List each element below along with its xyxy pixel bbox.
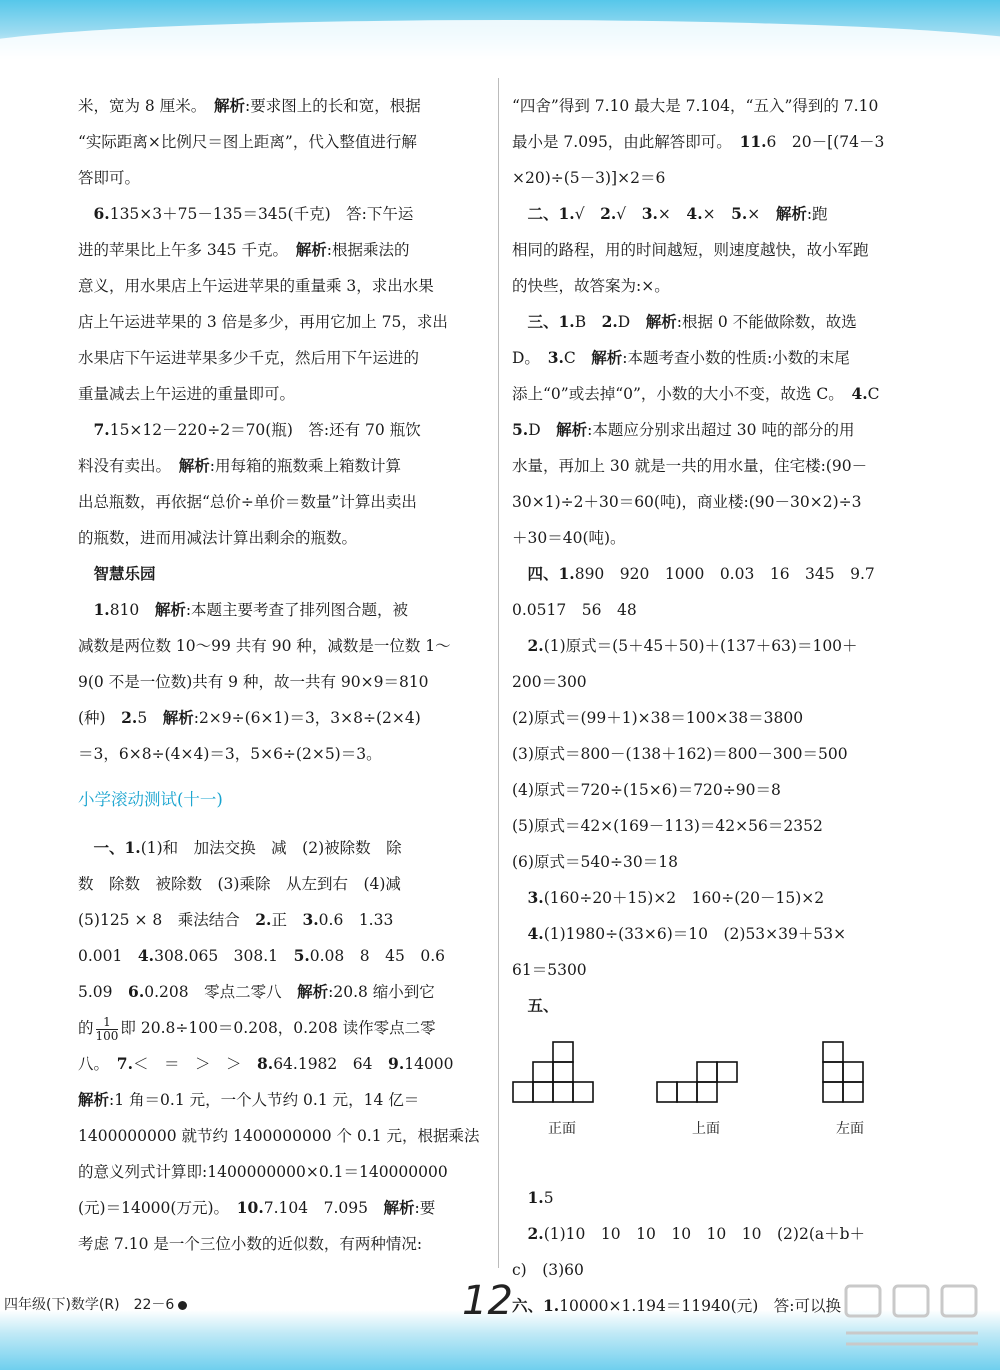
text-line: 5.09 6.0.208 零点二零八 解析:20.8 缩小到它	[78, 982, 435, 1001]
part-4: 四、1.890 920 1000 0.03 16 345 9.7	[527, 564, 875, 583]
text-line: c) (3)60	[512, 1261, 584, 1279]
text-line: 店上午运进苹果的 3 倍是多少，再用它加上 75，求出	[78, 313, 448, 331]
top-decorative-band	[0, 0, 1000, 60]
part-3: 三、1.B 2.D 解析:根据 0 不能做除数，故选	[527, 312, 857, 331]
text-line: (元)＝14000(万元)。 10.7.104 7.095 解析:要	[78, 1198, 436, 1217]
text-line: D。 3.C 解析:本题考查小数的性质:小数的末尾	[512, 348, 850, 367]
text-line: 9(0 不是一位数)共有 9 种，故一共有 90×9＝810	[78, 673, 429, 691]
top-view	[656, 1040, 756, 1137]
text-line: (2)原式＝(99＋1)×38＝100×38＝3800	[512, 709, 804, 727]
left-view-diagram	[822, 1040, 882, 1110]
text-line: 的快些，故答案为:×。	[512, 277, 670, 295]
bullet-icon	[178, 1301, 187, 1310]
three-views-figure	[512, 1030, 922, 1180]
text-line: 进的苹果比上午多 345 千克。 解析:根据乘法的	[78, 240, 410, 259]
smart-1: 1.810 解析:本题主要考查了排列图合题，被	[93, 600, 409, 619]
text-line: “实际距离×比例尺＝图上距离”，代入整值进行解	[78, 133, 417, 151]
text-line: 料没有卖出。 解析:用每箱的瓶数乘上箱数计算	[78, 456, 402, 475]
text-line: “四舍”得到 7.10 最大是 7.104，“五入”得到的 7.10	[512, 97, 879, 115]
left-column	[78, 88, 488, 1262]
text-line: 考虑 7.10 是一个三位小数的近似数，有两种情况:	[78, 1235, 423, 1253]
text-line: 0.001 4.308.065 308.1 5.0.08 8 45 0.6	[78, 946, 446, 965]
text-line: 的 $\frac{1}{100}$ 即 20.8÷100＝0.208，0.208 读作零点二零	[78, 1014, 436, 1043]
text-line: 1400000000 就节约 1400000000 个 0.1 元，根据乘法	[78, 1127, 480, 1145]
text-line: ＋30＝40(吨)。	[512, 529, 626, 547]
part-2: 二、1.√ 2.√ 3.× 4.× 5.× 解析:跑	[527, 204, 828, 223]
text-line: 出总瓶数，再依据“总价÷单价＝数量”计算出卖出	[78, 493, 417, 511]
left-view-label: 左面	[836, 1121, 864, 1137]
text-line: 4.(1)1980÷(33×6)＝10 (2)53×39＋53×	[527, 924, 847, 943]
text-line: 1.5	[527, 1188, 554, 1207]
part-5: 五、	[527, 996, 559, 1015]
top-view-label: 上面	[692, 1121, 720, 1137]
text-line: 减数是两位数 10～99 共有 90 种，减数是一位数 1～	[78, 637, 451, 655]
text-line: 数 除数 被除数 (3)乘除 从左到右 (4)减	[78, 875, 401, 893]
text-line: 的意义列式计算即:1400000000×0.1＝140000000	[78, 1163, 448, 1181]
text-line: (4)原式＝720÷(15×6)＝720÷90＝8	[512, 781, 781, 799]
text-line: 2.(1)10 10 10 10 10 10 (2)2(a＋b＋	[527, 1224, 866, 1243]
text-line: 30×1)÷2＋30＝60(吨)，商业楼:(90－30×2)÷3	[512, 493, 862, 511]
handwritten-page-number: 12	[462, 1278, 513, 1324]
smart-garden-heading: 智慧乐园	[93, 564, 156, 583]
text-line: 八。 7.＜ ＝ ＞ ＞ 8.64.1982 64 9.14000	[78, 1054, 454, 1073]
text-line: 解析:1 角＝0.1 元，一个人节约 0.1 元，14 亿＝	[78, 1090, 420, 1109]
text-line: 2.(1)原式＝(5＋45＋50)＋(137＋63)＝100＋	[527, 636, 858, 655]
text-line: 5.D 解析:本题应分别求出超过 30 吨的部分的用	[512, 420, 855, 439]
section-title: 小学滚动测试(十一)	[78, 790, 223, 809]
text-line: 米，宽为 8 厘米。 解析:要求图上的长和宽，根据	[78, 96, 421, 115]
question-7: 7.15×12－220÷2＝70(瓶) 答:还有 70 瓶饮	[93, 420, 421, 439]
text-line: ×20)÷(5－3)]×2＝6	[512, 169, 666, 187]
text-line: 0.0517 56 48	[512, 601, 637, 619]
front-view-diagram	[512, 1040, 602, 1110]
text-line: 重量减去上午运进的重量即可。	[78, 385, 296, 403]
front-view-label: 正面	[548, 1121, 576, 1137]
smart-2: (种) 2.5 解析:2×9÷(6×1)＝3，3×8÷(2×4)	[78, 708, 421, 727]
text-line: 添上“0”或去掉“0”，小数的大小不变，故选 C。 4.C	[512, 384, 880, 403]
text-line: 最小是 7.095，由此解答即可。 11.6 20－[(74－3	[512, 132, 885, 151]
text-line: 61＝5300	[512, 961, 587, 979]
footer-grade-label: 四年级(下)数学(R) 22－6	[4, 1294, 187, 1314]
text-line: 200＝300	[512, 673, 587, 691]
top-view-diagram	[656, 1040, 756, 1110]
text-line: (5)125 × 8 乘法结合 2.正 3.0.6 1.33	[78, 910, 394, 929]
text-line: 水量，再加上 30 就是一共的用水量，住宅楼:(90－	[512, 457, 868, 475]
front-view	[512, 1040, 602, 1137]
left-view	[822, 1040, 882, 1137]
question-6: 6.135×3＋75－135＝345(千克) 答:下午运	[93, 204, 414, 223]
text-line: 答即可。	[78, 169, 141, 187]
part-1: 一、1.(1)和 加法交换 减 (2)被除数 除	[93, 838, 402, 857]
text-line: ＝3，6×8÷(4×4)＝3，5×6÷(2×5)＝3。	[78, 745, 382, 763]
watermark-logo	[838, 1278, 988, 1353]
text-line: 的瓶数，进而用减法计算出剩余的瓶数。	[78, 529, 358, 547]
text-line: 意义，用水果店上午运进苹果的重量乘 3，求出水果	[78, 277, 434, 295]
right-column	[512, 88, 922, 1324]
fraction: $\frac{1}{100}$	[95, 1014, 119, 1043]
part-6: 六、1.10000×1.194＝11940(元) 答:可以换	[512, 1296, 841, 1315]
column-divider	[498, 78, 499, 1268]
text-line: 相同的路程，用的时间越短，则速度越快，故小军跑	[512, 241, 869, 259]
text-line: (5)原式＝42×(169－113)＝42×56＝2352	[512, 817, 823, 835]
text-line: (6)原式＝540÷30＝18	[512, 853, 678, 871]
text-line: 3.(160÷20＋15)×2 160÷(20－15)×2	[527, 888, 825, 907]
text-line: (3)原式＝800－(138＋162)＝800－300＝500	[512, 745, 848, 763]
text-line: 水果店下午运进苹果多少千克，然后用下午运进的	[78, 349, 420, 367]
